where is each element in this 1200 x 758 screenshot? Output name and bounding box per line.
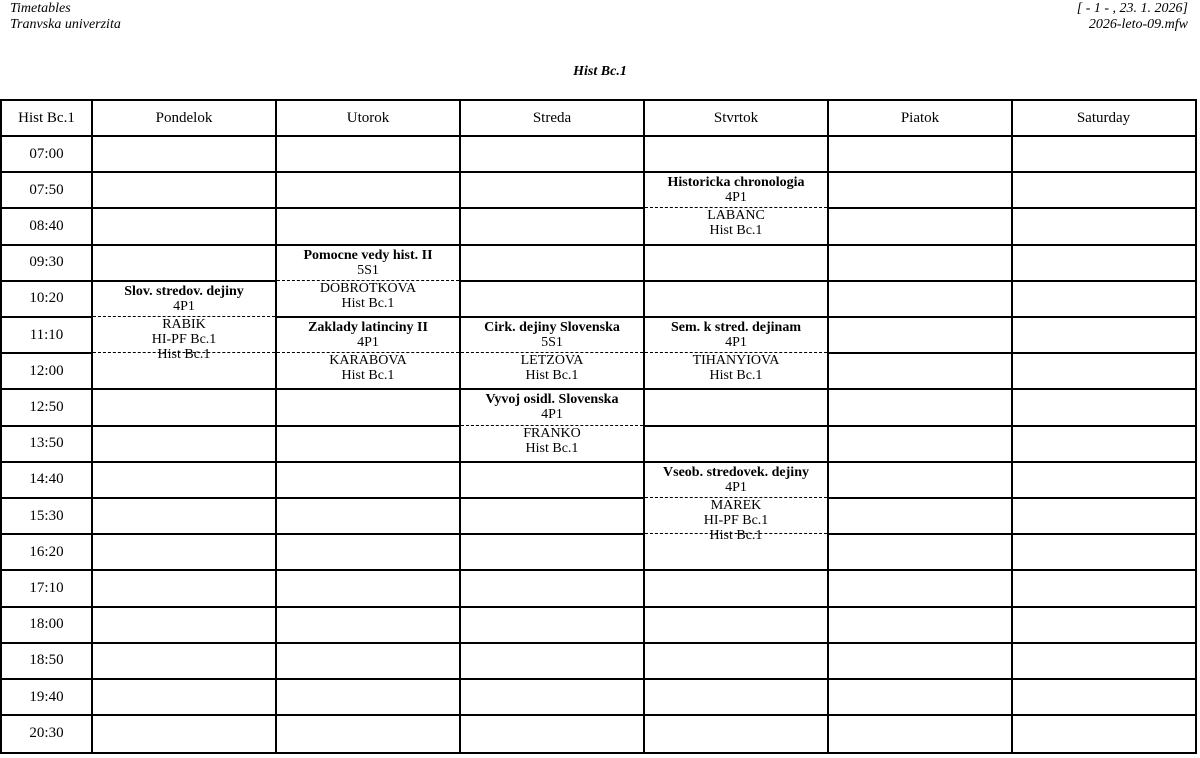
event-room-code: 5S1 [541, 335, 563, 350]
day-header: Piatok [900, 109, 940, 126]
time-slot-label: 14:40 [29, 471, 64, 488]
event-room-code: 4P1 [725, 479, 747, 495]
event-teacher: DOBROTKOVA [319, 280, 417, 296]
event-group: Hist Bc.1 [157, 346, 211, 362]
header-filename: 2026-leto-09.mfw [1088, 17, 1188, 32]
row-divider [2, 714, 1195, 716]
row-divider [2, 606, 1195, 608]
time-slot-label: 09:30 [29, 254, 64, 271]
time-slot-label: 08:40 [29, 217, 64, 234]
header-page-info: [ - 1 - , 23. 1. 2026] [1076, 1, 1188, 16]
event-subject: Slov. stredov. dejiny [124, 283, 244, 299]
row-divider [2, 171, 1195, 173]
event-subject: Cirk. dejiny Slovenska [484, 320, 620, 335]
event-subject: Vseob. stredovek. dejiny [663, 464, 809, 480]
time-slot-label: 19:40 [29, 688, 64, 705]
event-group: Hist Bc.1 [341, 368, 395, 384]
time-slot-label: 18:50 [29, 652, 64, 669]
event-group: HI-PF Bc.1 [703, 512, 769, 528]
header-app-name: Timetables [10, 1, 71, 16]
event-group: Hist Bc.1 [525, 368, 579, 384]
timetable-event[interactable] [645, 318, 827, 388]
time-slot-label: 11:10 [29, 326, 64, 343]
time-slot-label: 12:50 [29, 398, 64, 415]
timetable-event[interactable] [461, 318, 643, 388]
timetable-event[interactable] [277, 246, 459, 316]
event-room-code: 4P1 [725, 335, 747, 350]
time-slot-label: 17:10 [29, 579, 64, 596]
event-subject: Vyvoj osidl. Slovenska [485, 392, 619, 408]
time-slot-label: 07:50 [29, 181, 64, 198]
timetable-event[interactable] [645, 463, 827, 570]
time-slot-label: 16:20 [29, 543, 64, 560]
row-divider [2, 678, 1195, 680]
day-header: Streda [532, 109, 572, 126]
row-divider [2, 244, 1195, 246]
row-divider [2, 642, 1195, 644]
event-group: Hist Bc.1 [525, 440, 579, 456]
header-right [1077, 1, 1188, 33]
time-slot-label: 07:00 [29, 145, 64, 162]
timetable-event[interactable] [277, 318, 459, 388]
timetable-event[interactable] [461, 390, 643, 460]
timetable-grid [0, 99, 1197, 754]
row-divider [2, 207, 1195, 209]
row-divider [2, 533, 1195, 535]
row-divider [2, 569, 1195, 571]
event-group: Hist Bc.1 [709, 527, 763, 543]
event-room-code: 4P1 [173, 298, 195, 314]
time-slot-label: 13:50 [29, 435, 64, 452]
timetable-event[interactable] [93, 282, 275, 389]
corner-label: Hist Bc.1 [18, 109, 75, 126]
event-divider [93, 352, 275, 353]
event-group: Hist Bc.1 [709, 223, 763, 239]
page-title: Hist Bc.1 [573, 64, 627, 79]
event-subject: Zaklady latinciny II [308, 320, 428, 335]
event-teacher: KARABOVA [329, 353, 407, 369]
event-teacher: FRANKO [523, 425, 581, 441]
time-slot-label: 20:30 [29, 724, 64, 741]
event-divider [645, 533, 827, 534]
event-teacher: LABANC [707, 208, 765, 224]
event-room-code: 4P1 [725, 190, 747, 206]
timetable-event[interactable] [645, 173, 827, 243]
event-teacher: RABIK [162, 316, 206, 332]
day-header: Stvrtok [713, 109, 759, 126]
event-teacher: TIHANYIOVA [692, 353, 780, 369]
event-teacher: LETZOVA [520, 353, 584, 369]
row-divider [2, 135, 1195, 137]
day-header: Saturday [1076, 109, 1131, 126]
row-divider [2, 461, 1195, 463]
event-group: Hist Bc.1 [341, 295, 395, 311]
time-slot-label: 18:00 [29, 616, 64, 633]
event-subject: Sem. k stred. dejinam [670, 320, 802, 335]
event-group: HI-PF Bc.1 [151, 331, 217, 347]
time-slot-label: 15:30 [29, 507, 64, 524]
day-header: Utorok [346, 109, 390, 126]
day-header: Pondelok [155, 109, 213, 126]
event-group: Hist Bc.1 [709, 368, 763, 384]
row-divider [2, 497, 1195, 499]
header-left [10, 1, 121, 33]
time-slot-label: 12:00 [29, 362, 64, 379]
event-subject: Pomocne vedy hist. II [303, 247, 433, 263]
event-subject: Historicka chronologia [667, 175, 805, 191]
event-room-code: 5S1 [357, 262, 379, 278]
event-room-code: 4P1 [357, 335, 379, 350]
event-room-code: 4P1 [541, 407, 563, 423]
time-slot-label: 10:20 [29, 290, 64, 307]
event-teacher: MAREK [710, 497, 762, 513]
header-institution: Tranvska univerzita [10, 17, 121, 32]
